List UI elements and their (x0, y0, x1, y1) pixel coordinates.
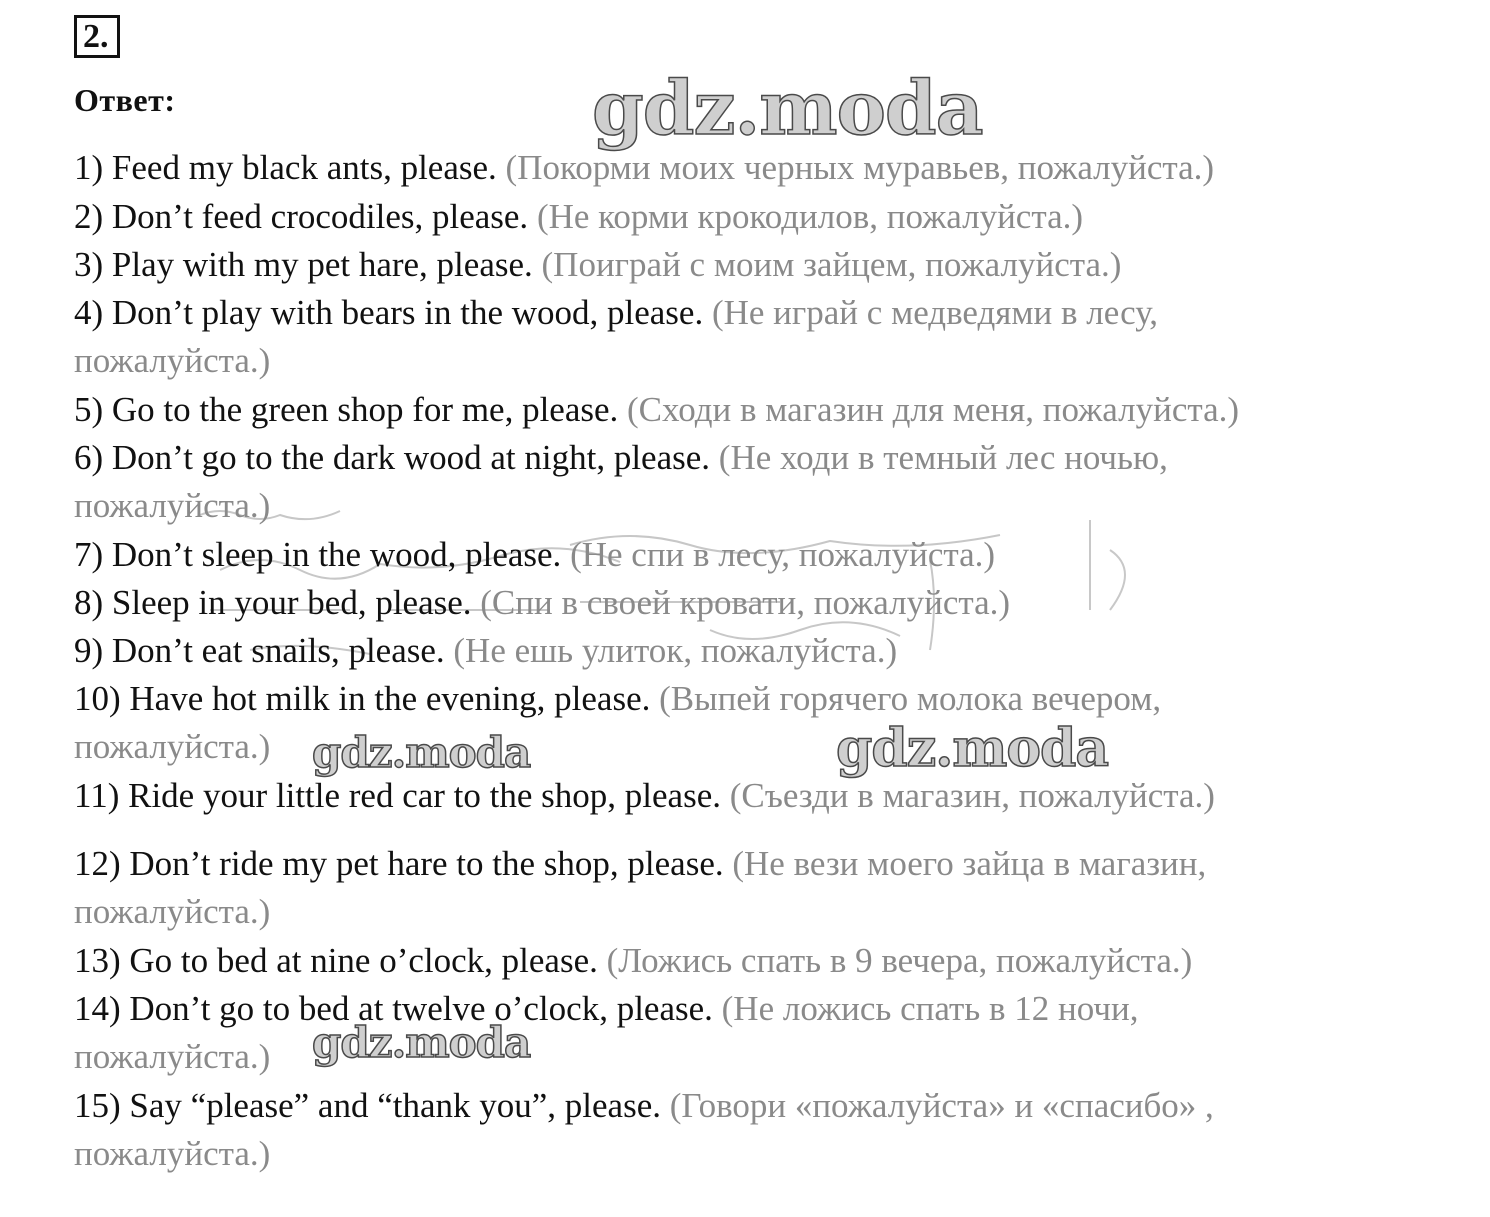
russian-translation: (Не играй с медведями в лесу, (711, 293, 1158, 332)
answer-line-11 (74, 772, 1215, 820)
russian-translation: (Съезди в магазин, пожалуйста.) (729, 776, 1215, 815)
english-sentence: 8) Sleep in your bed, please. (74, 583, 472, 622)
answer-line-14-continued (74, 1033, 270, 1081)
answer-label: Ответ: (74, 82, 176, 118)
answer-line-15 (74, 1082, 1214, 1130)
russian-translation: (Поиграй с моим зайцем, пожалуйста.) (541, 245, 1122, 284)
russian-translation: (Не корми крокодилов, пожалуйста.) (536, 197, 1084, 236)
english-sentence: 3) Play with my pet hare, please. (74, 245, 533, 284)
russian-translation: (Не вези моего зайца в магазин, (732, 844, 1207, 883)
english-sentence: 9) Don’t eat snails, please. (74, 631, 445, 670)
answer-line-10-continued (74, 723, 270, 771)
answer-line-6 (74, 434, 1168, 482)
english-sentence: 4) Don’t play with bears in the wood, please. (74, 293, 704, 332)
english-sentence: 6) Don’t go to the dark wood at night, please. (74, 438, 711, 477)
answer-line-7 (74, 531, 995, 579)
answer-line-3 (74, 241, 1121, 289)
answer-line-12 (74, 840, 1206, 888)
russian-translation: (Спи в своей кровати, пожалуйста.) (480, 583, 1011, 622)
english-sentence: 2) Don’t feed crocodiles, please. (74, 197, 529, 236)
answer-line-4-continued (74, 337, 270, 385)
answer-line-4 (74, 289, 1158, 337)
answer-line-1 (74, 144, 1214, 192)
russian-translation: (Сходи в магазин для меня, пожалуйста.) (627, 390, 1240, 429)
russian-translation: (Покорми моих черных муравьев, пожалуйста.) (505, 148, 1215, 187)
english-sentence: 13) Go to bed at nine o’clock, please. (74, 941, 598, 980)
answer-line-14 (74, 985, 1138, 1033)
russian-translation-cont: пожалуйста.) (74, 892, 271, 931)
russian-translation: (Выпей горячего молока вечером, (659, 679, 1162, 718)
russian-translation: (Не ешь улиток, пожалуйста.) (453, 631, 898, 670)
task-number: 2. (74, 15, 120, 58)
answer-line-12-continued (74, 888, 270, 936)
russian-translation-cont: пожалуйста.) (74, 486, 271, 525)
answer-line-8 (74, 579, 1010, 627)
watermark-logo: gdz.moda (312, 1018, 531, 1067)
answer-line-6-continued (74, 482, 270, 530)
russian-translation: (Говори «пожалуйста» и «спасибо» , (669, 1086, 1214, 1125)
english-sentence: 12) Don’t ride my pet hare to the shop, please. (74, 844, 724, 883)
english-sentence: 15) Say “please” and “thank you”, please. (74, 1086, 661, 1125)
english-sentence: 5) Go to the green shop for me, please. (74, 390, 619, 429)
russian-translation: (Не спи в лесу, пожалуйста.) (570, 535, 996, 574)
watermark-logo: gdz.moda (312, 728, 531, 777)
russian-translation-cont: пожалуйста.) (74, 727, 271, 766)
english-sentence: 10) Have hot milk in the evening, please. (74, 679, 651, 718)
answer-line-2 (74, 193, 1083, 241)
english-sentence: 1) Feed my black ants, please. (74, 148, 497, 187)
russian-translation: (Не ложись спать в 12 ночи, (721, 989, 1139, 1028)
russian-translation: (Ложись спать в 9 вечера, пожалуйста.) (606, 941, 1193, 980)
english-sentence: 7) Don’t sleep in the wood, please. (74, 535, 562, 574)
russian-translation: (Не ходи в темный лес ночью, (718, 438, 1168, 477)
english-sentence: 11) Ride your little red car to the shop, please. (74, 776, 721, 815)
watermark-logo: gdz.moda (836, 718, 1109, 779)
russian-translation-cont: пожалуйста.) (74, 341, 271, 380)
watermark-logo: gdz.moda (592, 66, 983, 152)
answer-line-10 (74, 675, 1161, 723)
answer-line-15-continued (74, 1130, 270, 1178)
answer-line-9 (74, 627, 897, 675)
answer-line-13 (74, 937, 1192, 985)
russian-translation-cont: пожалуйста.) (74, 1037, 271, 1076)
russian-translation-cont: пожалуйста.) (74, 1134, 271, 1173)
answer-line-5 (74, 386, 1239, 434)
english-sentence: 14) Don’t go to bed at twelve o’clock, please. (74, 989, 713, 1028)
